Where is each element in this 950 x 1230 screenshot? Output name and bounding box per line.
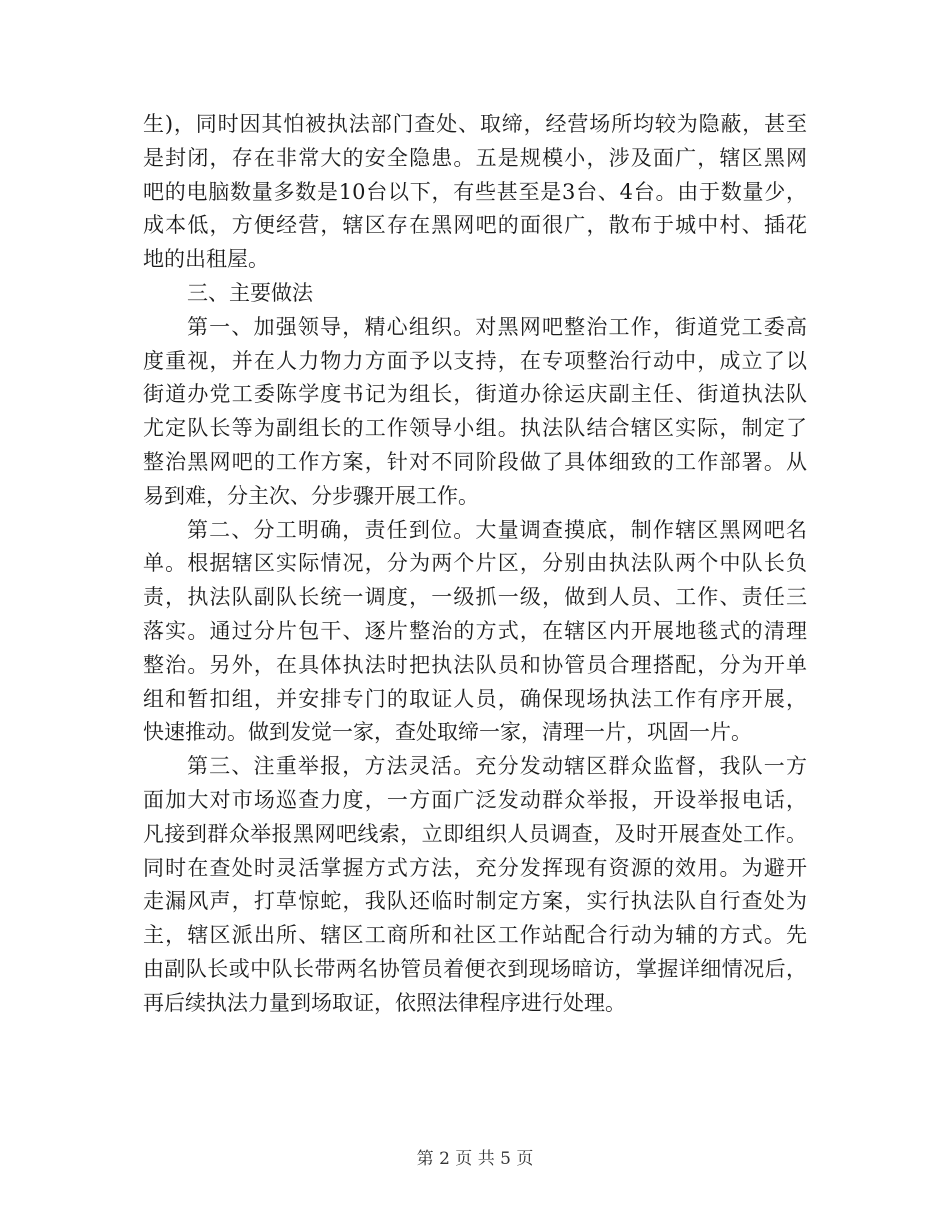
text-line: 单。根据辖区实际情况，分为两个片区，分别由执法队两个中队长负 — [143, 551, 807, 576]
text-line: 再后续执法力量到场取证，依照法律程序进行处理。 — [143, 990, 626, 1015]
text-line: 尤定队长等为副组长的工作领导小组。执法队结合辖区实际，制定了 — [143, 416, 807, 441]
text-line: 凡接到群众举报黑网吧线索，立即组织人员调查，及时开展查处工作。 — [143, 821, 807, 846]
text-line: 快速推动。做到发觉一家，查处取缔一家，清理一片，巩固一片。 — [143, 720, 752, 745]
document-body — [143, 108, 807, 1021]
paragraph-first-line: 第三、注重举报，方法灵活。充分发动辖区群众监督，我队一方 — [187, 754, 807, 779]
text-line: 责，执法队副队长统一调度，一级抓一级，做到人员、工作、责任三 — [143, 585, 807, 610]
text-line: 组和暂扣组，并安排专门的取证人员，确保现场执法工作有序开展， — [143, 686, 807, 711]
text-line: 整治黑网吧的工作方案，针对不同阶段做了具体细致的工作部署。从 — [143, 449, 807, 474]
text-line: 成本低，方便经营，辖区存在黑网吧的面很广，散布于城中村、插花 — [143, 213, 807, 238]
text-line: 生)，同时因其怕被执法部门查处、取缔，经营场所均较为隐蔽，甚至 — [143, 112, 807, 136]
text-line: 主，辖区派出所、辖区工商所和社区工作站配合行动为辅的方式。先 — [143, 923, 807, 948]
text-line: 同时在查处时灵活掌握方式方法，充分发挥现有资源的效用。为避开 — [143, 855, 807, 880]
page-number-footer: 第 2 页 共 5 页 — [416, 1149, 534, 1169]
text-line: 度重视，并在人力物力方面予以支持，在专项整治行动中，成立了以 — [143, 348, 807, 373]
text-line: 落实。通过分片包干、逐片整治的方式，在辖区内开展地毯式的清理 — [143, 618, 807, 643]
paragraph-first-line: 第二、分工明确，责任到位。大量调查摸底，制作辖区黑网吧名 — [187, 517, 807, 542]
section-heading: 三、主要做法 — [187, 280, 313, 305]
text-line: 街道办党工委陈学度书记为组长，街道办徐运庆副主任、街道执法队 — [143, 382, 807, 407]
paragraph-first-line: 第一、加强领导，精心组织。对黑网吧整治工作，街道党工委高 — [187, 314, 807, 339]
text-line: 易到难，分主次、分步骤开展工作。 — [143, 483, 479, 508]
text-line: 由副队长或中队长带两名协管员着便衣到现场暗访，掌握详细情况后， — [143, 956, 807, 981]
text-line: 面加大对市场巡查力度，一方面广泛发动群众举报，开设举报电话， — [143, 787, 807, 812]
text-line: 吧的电脑数量多数是10台以下，有些甚至是3台、4台。由于数量少， — [143, 179, 807, 204]
text-line: 是封闭，存在非常大的安全隐患。五是规模小，涉及面广，辖区黑网 — [143, 145, 807, 170]
text-line: 整治。另外，在具体执法时把执法队员和协管员合理搭配，分为开单 — [143, 652, 807, 677]
text-line: 走漏风声，打草惊蛇，我队还临时制定方案，实行执法队自行查处为 — [143, 889, 807, 914]
text-line: 地的出租屋。 — [143, 247, 269, 272]
